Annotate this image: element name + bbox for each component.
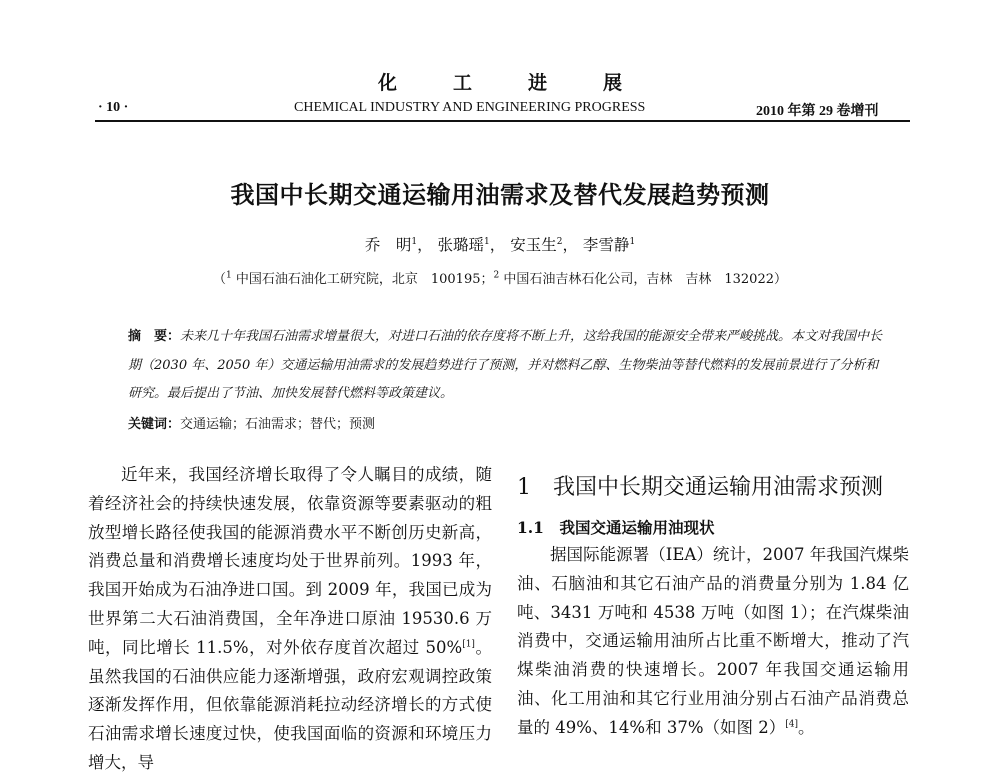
keywords: [128, 413, 375, 432]
author-separator: ，: [489, 236, 506, 254]
author-list: [0, 233, 1000, 255]
author: 安玉生: [510, 236, 557, 254]
journal-name: 化工进展: [377, 72, 678, 94]
abstract-text: 未来几十年我国石油需求增量很大，对进口石油的依存度将不断上升，这给我国的能源安全带来严峻挑战。本文对我国中长期（2030 年、2050 年）交通运输用油需求的发展趋势进行了预测，并对燃料乙醇、生物柴油等替代燃料的发展前景进行了分析和研究。最后提出了节油、加快发展替代燃料等政策建议。: [128, 329, 883, 401]
author-separator: ，: [562, 236, 578, 254]
issue-info: 2010 年第 29 卷增刊: [756, 104, 879, 119]
affiliation-1: 中国石油石油化工研究院，北京 100195；: [231, 272, 494, 287]
keywords-text: 交通运输；石油需求；替代；预测: [180, 417, 376, 432]
intro-paragraph: 近年来，我国经济增长取得了令人瞩目的成绩，随着经济社会的持续快速发展，依靠资源等要素驱动的粗放型增长路径使我国的能源消费水平不断创历史新高，消费总量和消费增长速度均处于世界前列。1993 年，我国开始成为石油净进口国。到 2009 年，我国已成为世界第二大石油消费国，全年净进口原油 19530.6 万吨，同比增长 11.5%，对外依存度首次超过 50%[1]。虽然我国的石油供应能力逐渐增强，政府宏观调控政策逐渐发挥作用，但依靠能源消耗拉动经济增长的方式使石油需求增长速度过快，使我国面临的资源和环境压力增大，导: [88, 465, 492, 772]
section-paragraph: 据国际能源署（IEA）统计，2007 年我国汽煤柴油、石脑油和其它石油产品的消费量分别为 1.84 亿吨、3431 万吨和 4538 万吨（如图 1）；在汽煤柴油消费中，交通运输用油所占比重不断增大，推动了汽煤柴油消费的快速增长。2007 年我国交通运输用油、化工用油和其它行业用油分别占石油产品消费总量的 49%、14%和 37%（如图 2）[4]。: [517, 545, 909, 737]
citation: [4]: [785, 719, 799, 730]
author-affil-mark: 1: [629, 236, 636, 247]
article-title: 我国中长期交通运输用油需求及替代发展趋势预测: [230, 180, 770, 209]
abstract: [128, 323, 888, 409]
author-separator: ，: [417, 236, 433, 254]
page-number: · 10 ·: [98, 100, 129, 115]
affiliations: （$^1$ 中国石油石油化工研究院，北京 100195；$^2$ 中国石油吉林石化公司，吉林 吉林 132022）: [212, 270, 787, 287]
affiliation-2: 中国石油吉林石化公司，吉林 吉林 132022）: [499, 272, 787, 287]
affil-mark: 1: [226, 270, 232, 281]
author: 张璐瑶: [437, 236, 485, 254]
author: 李雪静: [582, 236, 630, 254]
author: 乔 明: [364, 236, 412, 254]
keywords-label: 关键词：: [128, 417, 181, 432]
header-rule: [95, 120, 910, 122]
author-affil-mark: 1: [484, 236, 490, 247]
journal-english-name: CHEMICAL INDUSTRY AND ENGINEERING PROGRESS: [294, 100, 646, 115]
affil-mark: 2: [493, 270, 500, 281]
citation: [1]: [462, 639, 475, 650]
author-affil-mark: 2: [556, 236, 563, 247]
abstract-label: 摘 要：: [128, 329, 181, 344]
subsection-heading: 1.1 我国交通运输用油现状: [517, 518, 715, 537]
author-affil-mark: 1: [411, 236, 418, 247]
section-heading: 1 我国中长期交通运输用油需求预测: [517, 475, 883, 500]
